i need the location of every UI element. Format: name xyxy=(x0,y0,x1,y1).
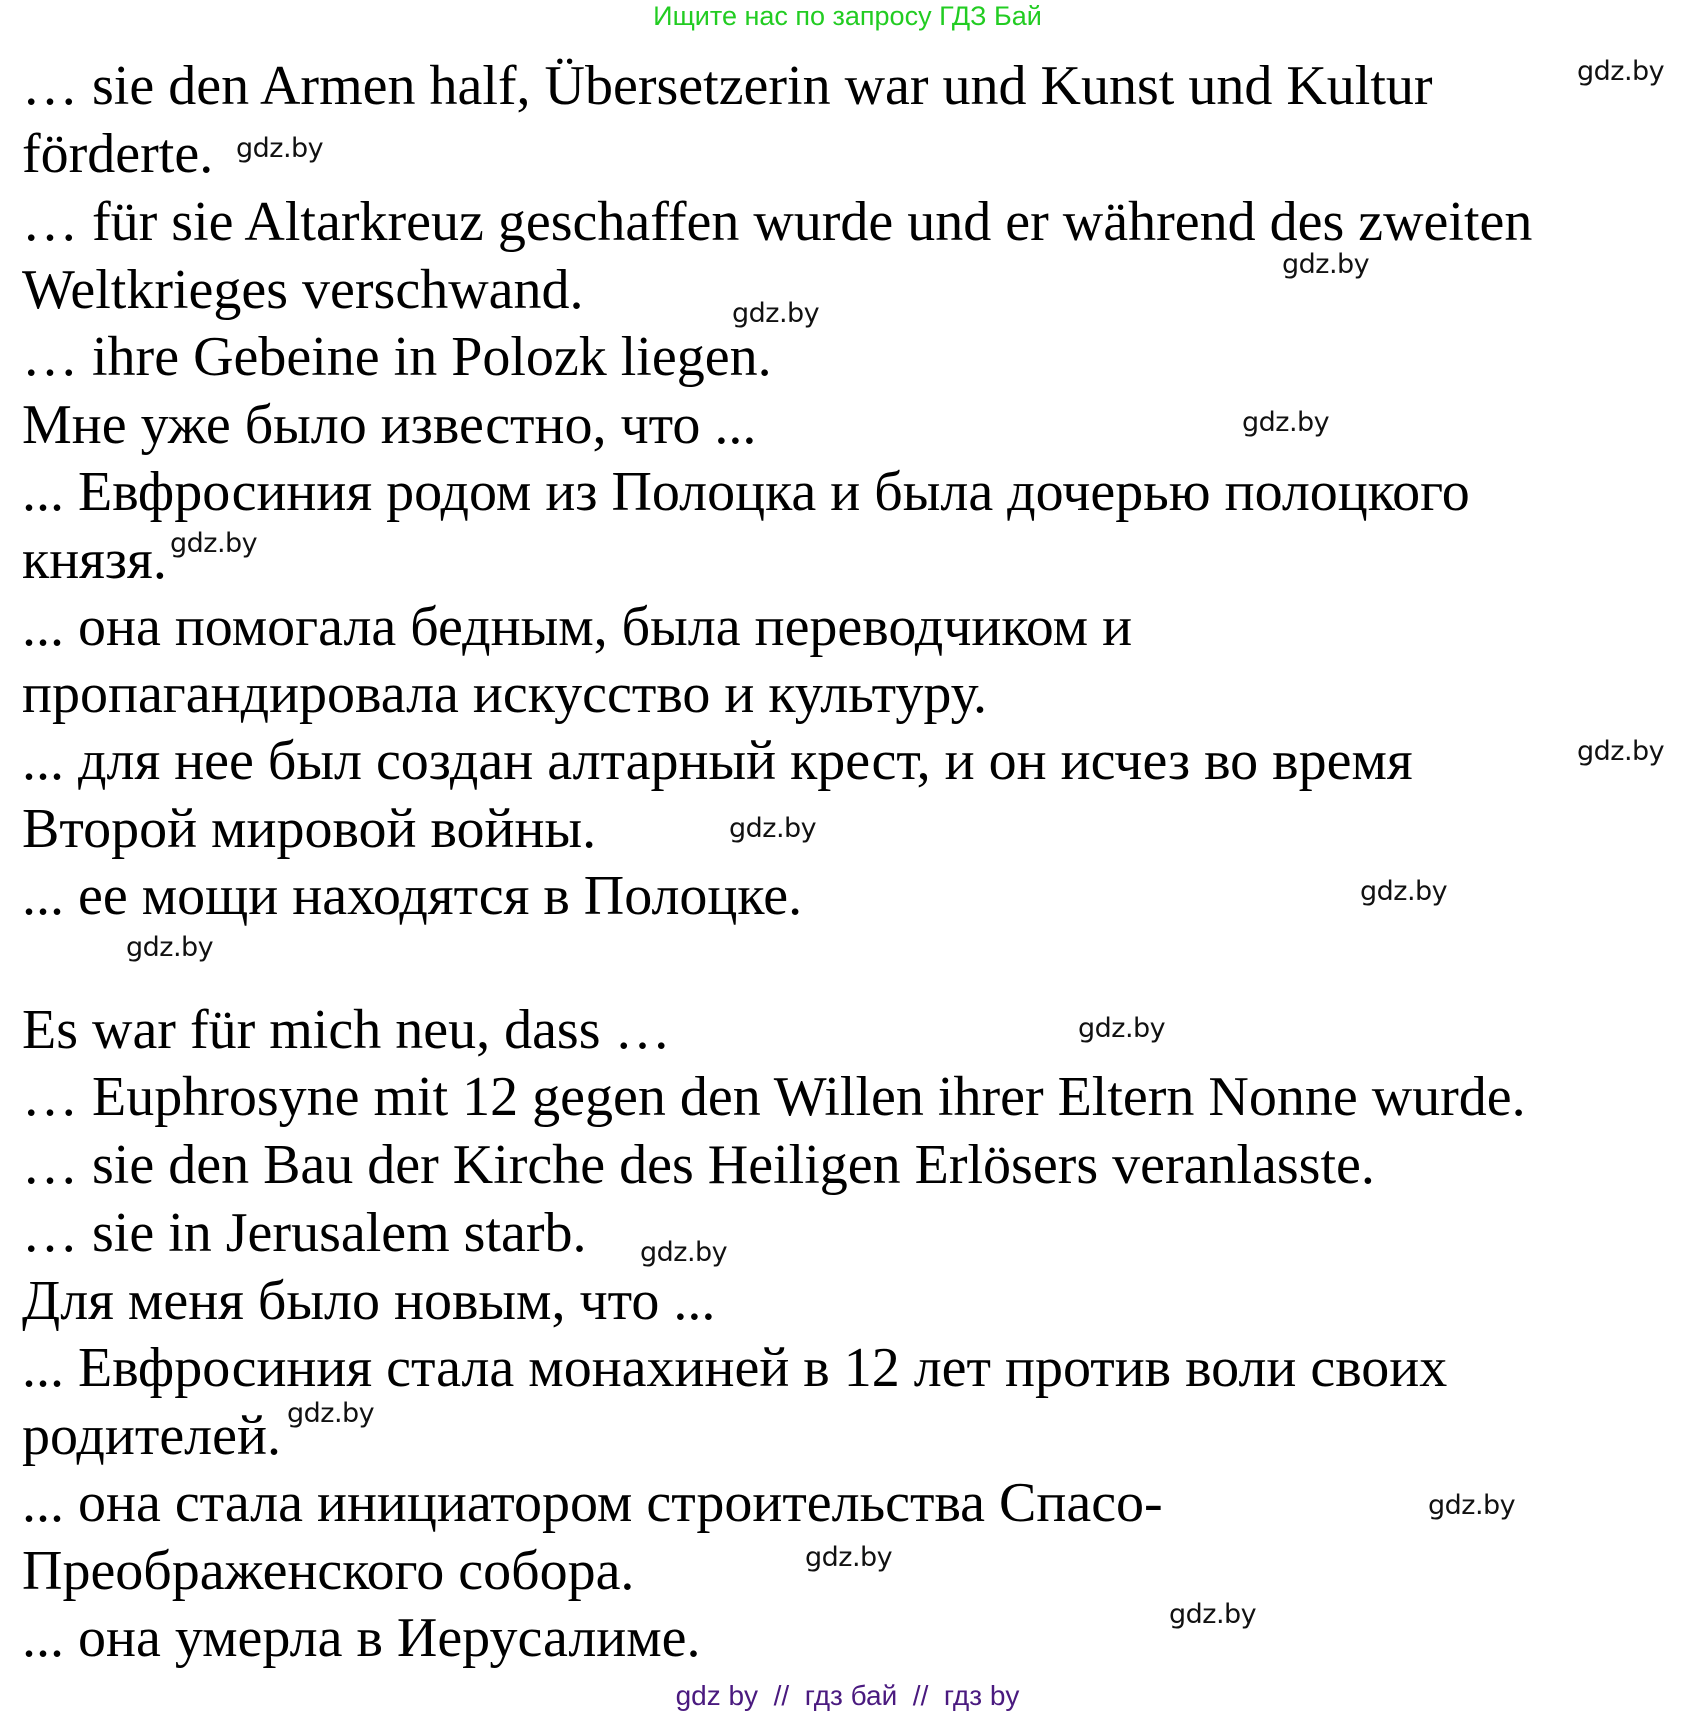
text-line: Для меня было новым, что ... xyxy=(22,1270,716,1332)
text-line: пропагандировала искусство и культуру. xyxy=(22,663,988,725)
text-line: … sie den Bau der Kirche des Heiligen Erlösers veranlasste. xyxy=(22,1134,1375,1196)
watermark: gdz.by xyxy=(170,528,258,559)
watermark: gdz.by xyxy=(1242,407,1330,438)
text-line: … sie in Jerusalem starb. xyxy=(22,1202,587,1264)
watermark: gdz.by xyxy=(805,1542,893,1573)
watermark: gdz.by xyxy=(1360,876,1448,907)
watermark: gdz.by xyxy=(1078,1013,1166,1044)
text-line: Es war für mich neu, dass … xyxy=(22,999,671,1061)
text-line: … Euphrosyne mit 12 gegen den Willen ihrer Eltern Nonne wurde. xyxy=(22,1066,1526,1128)
watermark: gdz.by xyxy=(640,1237,728,1268)
search-hint-banner: Ищите нас по запросу ГДЗ Бай xyxy=(653,1,1042,31)
watermark: gdz.by xyxy=(126,932,214,963)
text-line: ... Евфросиния стала монахиней в 12 лет против воли своих xyxy=(22,1337,1448,1399)
text-line: förderte. xyxy=(22,123,214,185)
text-line: родителей. xyxy=(22,1405,281,1467)
text-line: … ihre Gebeine in Polozk liegen. xyxy=(22,326,772,388)
text-line: ... она помогала бедным, была переводчиком и xyxy=(22,596,1133,658)
text-line: ... она умерла в Иерусалиме. xyxy=(22,1607,701,1669)
text-line: … sie den Armen half, Übersetzerin war und Kunst und Kultur xyxy=(22,55,1433,117)
watermark: gdz.by xyxy=(1577,736,1665,767)
text-line: ... для нее был создан алтарный крест, и он исчез во время xyxy=(22,730,1413,792)
site-footer: gdz by // гдз бай // гдз by xyxy=(675,1680,1020,1711)
watermark: gdz.by xyxy=(729,813,817,844)
watermark: gdz.by xyxy=(236,133,324,164)
watermark: gdz.by xyxy=(732,298,820,329)
text-line: Weltkrieges verschwand. xyxy=(22,259,584,321)
text-line: Преображенского собора. xyxy=(22,1540,635,1602)
watermark: gdz.by xyxy=(1282,249,1370,280)
text-line: ... ее мощи находятся в Полоцке. xyxy=(22,865,803,927)
text-line: князя. xyxy=(22,529,167,591)
watermark: gdz.by xyxy=(1428,1490,1516,1521)
watermark: gdz.by xyxy=(287,1398,375,1429)
watermark: gdz.by xyxy=(1577,56,1665,87)
text-line: … für sie Altarkreuz geschaffen wurde und er während des zweiten xyxy=(22,191,1533,253)
text-line: ... Евфросиния родом из Полоцка и была дочерью полоцкого xyxy=(22,461,1470,523)
watermark: gdz.by xyxy=(1169,1599,1257,1630)
text-line: Мне уже было известно, что ... xyxy=(22,394,757,456)
text-line: Второй мировой войны. xyxy=(22,798,597,860)
text-line: ... она стала инициатором строительства Спасо- xyxy=(22,1472,1163,1534)
